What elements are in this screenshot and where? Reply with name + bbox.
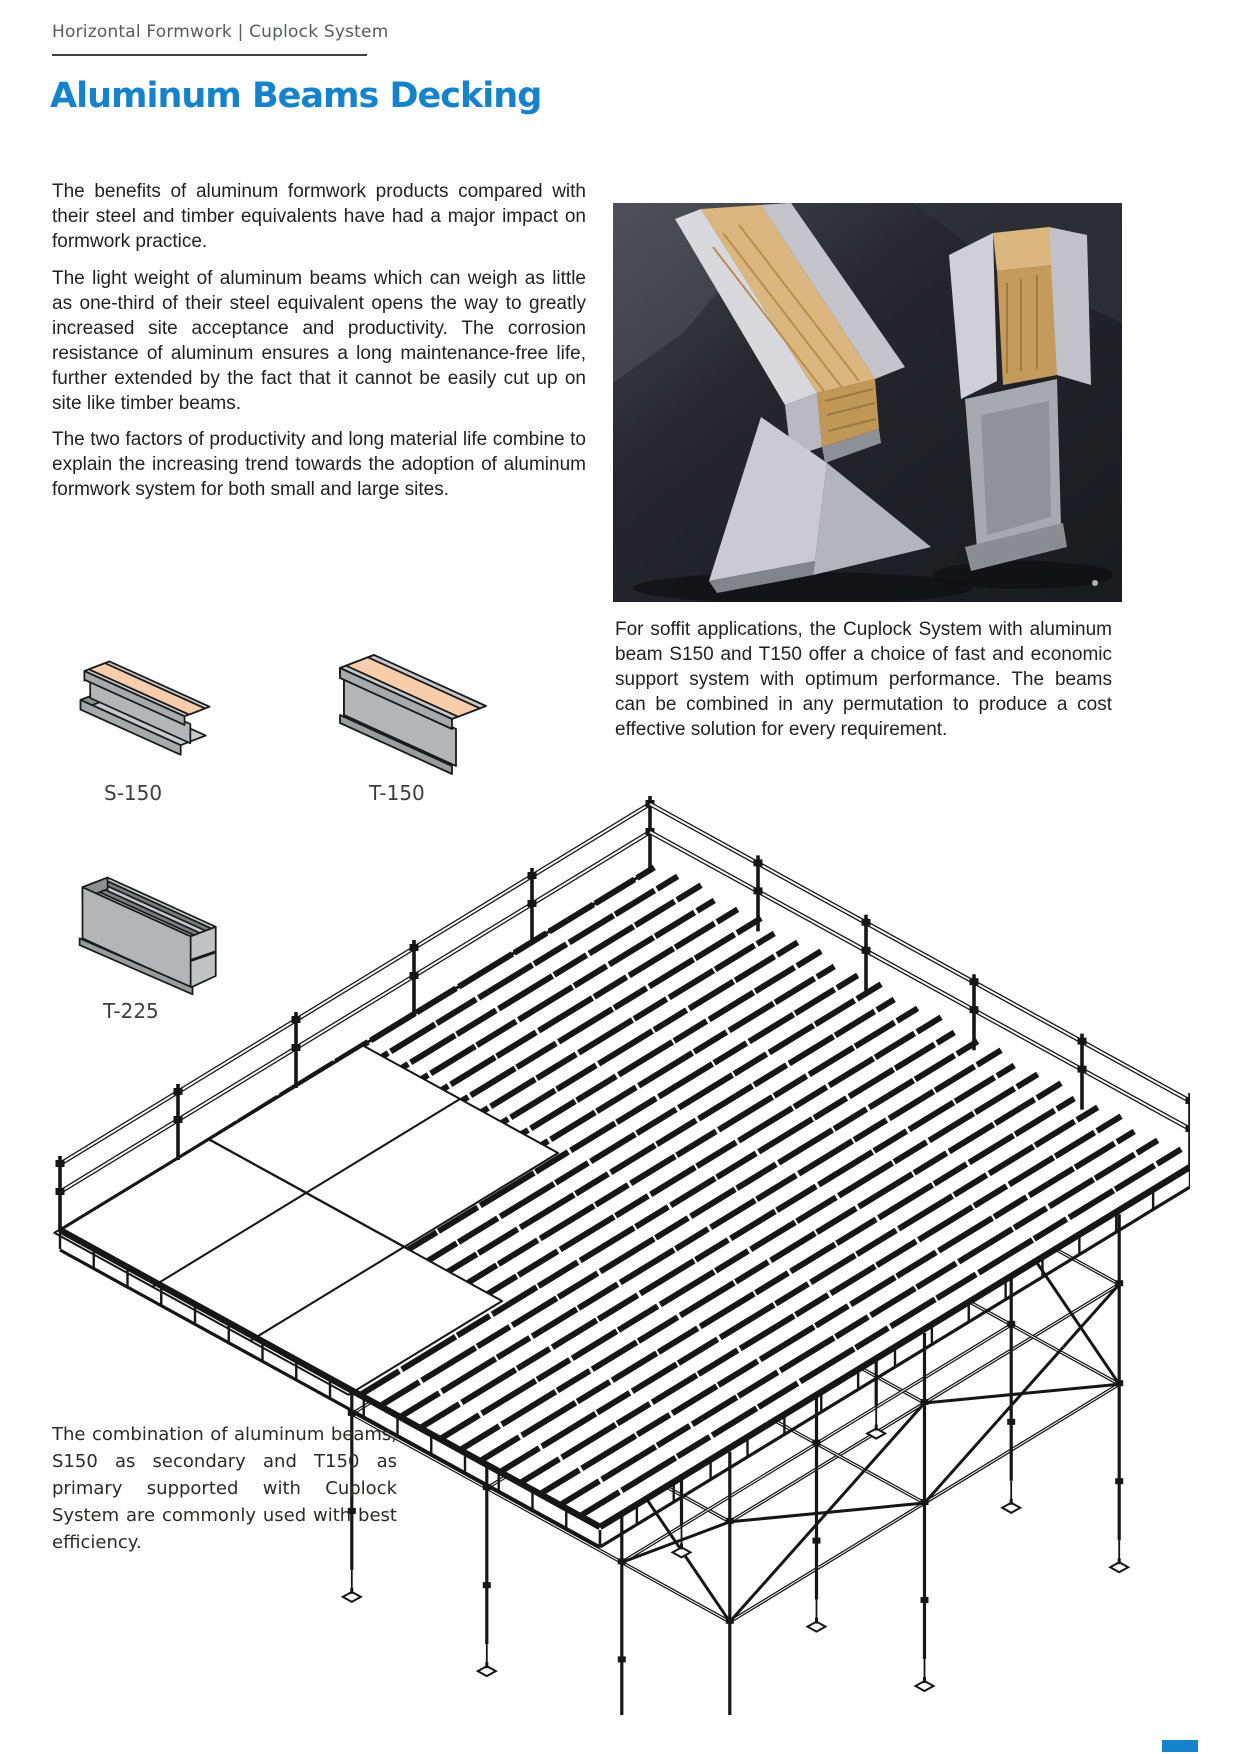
header-underline (52, 54, 367, 56)
beam-label: T-225 (103, 999, 159, 1023)
beam-label: T-150 (369, 781, 425, 805)
cuplock-deck-isometric-drawing (50, 695, 1190, 1715)
bottom-caption: The combination of aluminum beams, S150 as secondary and T150 as primary supported with Cuplock System are commonly used with best efficiency. (52, 1424, 397, 1553)
intro-paragraph: The light weight of aluminum beams which can weigh as little as one-third of their steel equivalent opens the way to greatly increased site acceptance and productivity. The corrosion resistance of aluminum ensures a long maintenance-free life, further extended by the fact that it cannot be easily cut up on site like timber beams. (52, 268, 586, 414)
aluminum-beams-photo (613, 203, 1122, 602)
breadcrumb: Horizontal Formwork | Cuplock System (52, 22, 389, 42)
photo-caption: For soffit applications, the Cuplock System with aluminum beam S150 and T150 offer a choice of fast and economic support system with optimum performance. The beams can be combined in any permutation to produce a cost effective solution for every requirement. (615, 619, 1112, 740)
page-title: Aluminum Beams Decking (50, 76, 542, 116)
intro-paragraph: The two factors of productivity and long material life combine to explain the increasing trend towards the adoption of aluminum formwork system for both small and large sites. (52, 429, 586, 500)
beam-label: S-150 (104, 781, 163, 805)
footer-accent-bar (1162, 1740, 1198, 1752)
intro-paragraph: The benefits of aluminum formwork products compared with their steel and timber equivalents have had a major impact on formwork practice. (52, 181, 586, 252)
